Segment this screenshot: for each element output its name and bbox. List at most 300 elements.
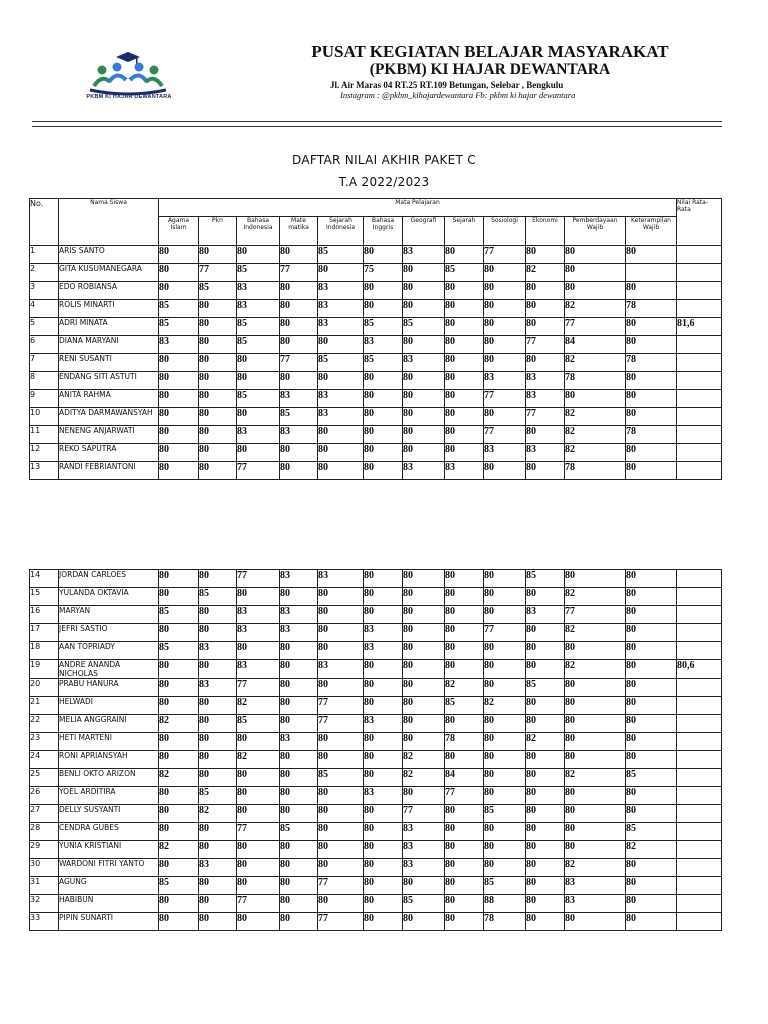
score-cell: 80 (364, 660, 403, 679)
score-cell: 80 (484, 769, 526, 787)
row-number: 25 (30, 769, 59, 787)
table-row (30, 300, 722, 318)
score-cell: 85 (159, 606, 199, 624)
score-cell: 83 (484, 372, 526, 390)
score-cell: 80 (484, 264, 526, 282)
score-cell: 80 (199, 841, 237, 859)
score-cell: 80 (199, 913, 237, 931)
score-cell: 85 (280, 408, 318, 426)
header-subject: Geografi (403, 217, 445, 246)
score-cell: 85 (237, 318, 280, 336)
score-cell: 80 (526, 877, 565, 895)
score-cell: 88 (484, 895, 526, 913)
score-cell: 83 (526, 606, 565, 624)
score-cell: 80 (199, 733, 237, 751)
score-cell: 80 (403, 264, 445, 282)
row-number: 10 (30, 408, 59, 426)
score-cell: 80 (403, 336, 445, 354)
score-cell: 82 (403, 769, 445, 787)
score-cell: 80 (199, 318, 237, 336)
score-cell: 83 (403, 246, 445, 264)
score-cell: 80 (526, 624, 565, 642)
score-cell: 82 (526, 733, 565, 751)
score-cell: 80 (484, 606, 526, 624)
table-row (30, 733, 722, 751)
score-cell: 85 (484, 805, 526, 823)
average-cell (677, 679, 722, 697)
score-cell: 80 (199, 895, 237, 913)
score-cell: 80 (159, 408, 199, 426)
student-name: JORDAN CARLOES (59, 570, 159, 588)
score-cell: 80 (237, 588, 280, 606)
average-cell (677, 877, 722, 895)
score-cell: 80 (159, 805, 199, 823)
score-cell: 80 (280, 751, 318, 769)
score-cell: 83 (237, 282, 280, 300)
table-row (30, 769, 722, 787)
score-cell: 80 (280, 444, 318, 462)
header-subject: Pemberdayaan Wajib (565, 217, 626, 246)
student-name: RONI APRIANSYAH (59, 751, 159, 769)
row-number: 33 (30, 913, 59, 931)
row-number: 23 (30, 733, 59, 751)
score-cell: 77 (280, 264, 318, 282)
score-cell: 80 (626, 679, 677, 697)
score-cell: 83 (318, 282, 364, 300)
header-no: No. (30, 199, 59, 246)
score-cell: 80 (626, 588, 677, 606)
score-cell: 80 (526, 282, 565, 300)
score-cell: 77 (280, 354, 318, 372)
row-number: 7 (30, 354, 59, 372)
score-cell: 80 (199, 570, 237, 588)
score-cell: 80 (364, 300, 403, 318)
score-cell: 80 (159, 588, 199, 606)
header-subject: Bahasa Indonesia (237, 217, 280, 246)
row-number: 24 (30, 751, 59, 769)
average-cell (677, 697, 722, 715)
student-name: WARDONI FITRI YANTO (59, 859, 159, 877)
row-number: 29 (30, 841, 59, 859)
score-cell: 80 (484, 859, 526, 877)
letterhead-divider (32, 121, 722, 122)
score-cell: 80 (526, 300, 565, 318)
score-cell: 80 (280, 697, 318, 715)
average-cell (677, 246, 722, 264)
score-cell: 80 (318, 679, 364, 697)
score-cell: 78 (626, 300, 677, 318)
average-cell (677, 733, 722, 751)
average-cell: 80,6 (677, 660, 722, 679)
score-cell: 80 (237, 733, 280, 751)
score-cell: 80 (159, 444, 199, 462)
header-subject: Mate matika (280, 217, 318, 246)
student-name: ANITA RAHMA (59, 390, 159, 408)
score-cell: 80 (565, 805, 626, 823)
score-cell: 80 (626, 624, 677, 642)
score-cell: 80 (445, 895, 484, 913)
score-cell: 80 (445, 751, 484, 769)
table-row (30, 426, 722, 444)
score-cell: 80 (237, 877, 280, 895)
score-cell: 85 (159, 642, 199, 660)
average-cell (677, 841, 722, 859)
score-cell: 80 (484, 642, 526, 660)
score-cell: 77 (403, 805, 445, 823)
score-cell: 80 (484, 733, 526, 751)
score-cell: 77 (318, 877, 364, 895)
score-cell: 80 (280, 715, 318, 733)
average-cell (677, 913, 722, 931)
score-cell: 80 (364, 859, 403, 877)
score-cell: 83 (364, 787, 403, 805)
score-cell: 85 (159, 300, 199, 318)
score-cell: 77 (237, 679, 280, 697)
row-number: 20 (30, 679, 59, 697)
score-cell: 80 (199, 697, 237, 715)
score-cell: 80 (445, 570, 484, 588)
table-row (30, 354, 722, 372)
table-row (30, 624, 722, 642)
score-cell: 77 (484, 426, 526, 444)
student-name: ANDRE ANANDA NICHOLAS (59, 660, 159, 679)
student-name: YULANDA OKTAVIA (59, 588, 159, 606)
score-cell: 80 (403, 877, 445, 895)
score-cell: 80 (318, 841, 364, 859)
score-cell: 80 (565, 913, 626, 931)
score-cell: 77 (237, 570, 280, 588)
score-cell: 82 (159, 841, 199, 859)
score-cell: 80 (484, 354, 526, 372)
score-cell: 80 (526, 588, 565, 606)
score-cell: 80 (159, 570, 199, 588)
table-row (30, 877, 722, 895)
score-cell: 80 (484, 660, 526, 679)
score-cell: 85 (445, 264, 484, 282)
score-cell: 80 (318, 372, 364, 390)
score-cell: 80 (445, 913, 484, 931)
score-cell: 80 (526, 859, 565, 877)
score-cell: 80 (484, 300, 526, 318)
institution-abbreviation: (PKBM) KI HAJAR DEWANTARA (369, 61, 611, 78)
student-name: HELWADI (59, 697, 159, 715)
average-cell (677, 624, 722, 642)
score-cell: 80 (626, 444, 677, 462)
average-cell (677, 859, 722, 877)
score-cell: 80 (565, 390, 626, 408)
table-row (30, 823, 722, 841)
grade-table-part-2 (29, 569, 722, 931)
table-row (30, 390, 722, 408)
score-cell: 80 (403, 642, 445, 660)
student-name: YUNIA KRISTIANI (59, 841, 159, 859)
score-cell: 80 (199, 823, 237, 841)
student-name: EDO ROBIANSA (59, 282, 159, 300)
average-cell (677, 282, 722, 300)
score-cell: 80 (364, 697, 403, 715)
score-cell: 83 (526, 372, 565, 390)
table-row (30, 895, 722, 913)
score-cell: 83 (159, 336, 199, 354)
score-cell: 80 (364, 372, 403, 390)
score-cell: 80 (626, 642, 677, 660)
score-cell: 80 (280, 300, 318, 318)
score-cell: 80 (445, 642, 484, 660)
score-cell: 77 (199, 264, 237, 282)
score-cell: 80 (364, 733, 403, 751)
score-cell: 77 (565, 606, 626, 624)
score-cell: 80 (237, 787, 280, 805)
score-cell: 80 (280, 246, 318, 264)
score-cell: 80 (280, 805, 318, 823)
row-number: 31 (30, 877, 59, 895)
score-cell: 80 (280, 318, 318, 336)
score-cell: 83 (280, 624, 318, 642)
student-name: RANDI FEBRIANTONI (59, 462, 159, 480)
row-number: 8 (30, 372, 59, 390)
score-cell: 82 (526, 264, 565, 282)
table-row (30, 462, 722, 480)
score-cell: 80 (484, 679, 526, 697)
student-name: GITA KUSUMANEGARA (59, 264, 159, 282)
score-cell: 85 (626, 823, 677, 841)
average-cell (677, 300, 722, 318)
score-cell: 80 (526, 246, 565, 264)
row-number: 5 (30, 318, 59, 336)
score-cell: 80 (159, 354, 199, 372)
score-cell: 80 (159, 264, 199, 282)
score-cell: 80 (526, 823, 565, 841)
score-cell: 80 (159, 246, 199, 264)
header-subject: Sejarah Indonesia (318, 217, 364, 246)
score-cell: 80 (318, 624, 364, 642)
score-cell: 83 (364, 624, 403, 642)
score-cell: 85 (159, 318, 199, 336)
score-cell: 80 (445, 877, 484, 895)
score-cell: 80 (445, 859, 484, 877)
score-cell: 80 (565, 282, 626, 300)
score-cell: 80 (626, 697, 677, 715)
score-cell: 82 (159, 769, 199, 787)
score-cell: 85 (445, 697, 484, 715)
score-cell: 75 (364, 264, 403, 282)
average-cell (677, 462, 722, 480)
score-cell: 80 (626, 895, 677, 913)
score-cell: 80 (484, 787, 526, 805)
score-cell: 82 (403, 751, 445, 769)
header-subject: Sejarah (445, 217, 484, 246)
score-cell: 80 (484, 282, 526, 300)
score-cell: 80 (565, 570, 626, 588)
score-cell: 85 (318, 769, 364, 787)
score-cell: 83 (280, 390, 318, 408)
score-cell: 80 (318, 895, 364, 913)
score-cell: 80 (403, 715, 445, 733)
score-cell: 80 (403, 300, 445, 318)
student-name: ROLIS MINARTI (59, 300, 159, 318)
score-cell: 83 (403, 462, 445, 480)
score-cell: 80 (280, 859, 318, 877)
grade-table-part-1 (29, 198, 722, 480)
score-cell: 80 (159, 390, 199, 408)
score-cell: 80 (484, 751, 526, 769)
score-cell: 80 (237, 354, 280, 372)
student-name: HETI MARTENI (59, 733, 159, 751)
score-cell: 80 (626, 606, 677, 624)
table-row (30, 318, 722, 336)
institution-social: Instagram : @pkbm_kihajardewantara Fb: pkbm ki hajar dewantara (340, 90, 576, 100)
score-cell: 80 (280, 895, 318, 913)
score-cell: 82 (565, 300, 626, 318)
score-cell: 80 (445, 805, 484, 823)
score-cell: 83 (237, 300, 280, 318)
average-cell (677, 264, 722, 282)
score-cell: 80 (280, 841, 318, 859)
score-cell: 85 (237, 264, 280, 282)
score-cell: 80 (403, 570, 445, 588)
score-cell: 80 (199, 372, 237, 390)
score-cell: 80 (484, 336, 526, 354)
table-row (30, 660, 722, 679)
row-number: 9 (30, 390, 59, 408)
score-cell: 80 (364, 588, 403, 606)
average-cell (677, 642, 722, 660)
score-cell: 80 (364, 282, 403, 300)
score-cell: 85 (364, 354, 403, 372)
score-cell: 83 (237, 660, 280, 679)
score-cell: 80 (626, 282, 677, 300)
row-number: 17 (30, 624, 59, 642)
score-cell: 80 (526, 787, 565, 805)
score-cell (626, 264, 677, 282)
score-cell: 80 (526, 913, 565, 931)
score-cell: 80 (280, 877, 318, 895)
score-cell: 80 (565, 733, 626, 751)
score-cell: 85 (280, 823, 318, 841)
score-cell: 82 (565, 426, 626, 444)
score-cell: 80 (403, 282, 445, 300)
score-cell: 77 (237, 895, 280, 913)
student-name: BENLI OKTO ARIZON (59, 769, 159, 787)
score-cell: 80 (159, 282, 199, 300)
score-cell: 80 (565, 246, 626, 264)
score-cell: 80 (364, 877, 403, 895)
score-cell: 77 (237, 823, 280, 841)
score-cell: 80 (626, 805, 677, 823)
score-cell: 85 (318, 354, 364, 372)
logo-caption: PKBM KI HAJAR DEWANTARA (86, 94, 172, 100)
score-cell: 80 (280, 787, 318, 805)
letterhead-divider (32, 126, 722, 127)
score-cell: 82 (237, 751, 280, 769)
score-cell: 80 (484, 841, 526, 859)
score-cell: 85 (199, 787, 237, 805)
row-number: 21 (30, 697, 59, 715)
score-cell: 80 (526, 895, 565, 913)
score-cell: 82 (626, 841, 677, 859)
score-cell: 77 (526, 408, 565, 426)
student-name: YOEL ARDITIRA (59, 787, 159, 805)
institution-address: Jl. Air Maras 04 RT.25 RT.109 Betungan, Selebar , Bengkulu (330, 80, 564, 90)
score-cell: 84 (565, 336, 626, 354)
row-number: 4 (30, 300, 59, 318)
table-row (30, 336, 722, 354)
score-cell: 80 (199, 606, 237, 624)
score-cell: 78 (626, 426, 677, 444)
score-cell: 82 (565, 588, 626, 606)
table-row (30, 570, 722, 588)
score-cell: 77 (526, 336, 565, 354)
table-row (30, 444, 722, 462)
score-cell: 80 (626, 877, 677, 895)
score-cell: 80 (565, 823, 626, 841)
score-cell: 80 (159, 624, 199, 642)
score-cell: 83 (199, 679, 237, 697)
header-student-name: Nama Siswa (59, 199, 159, 246)
table-row (30, 246, 722, 264)
average-cell (677, 390, 722, 408)
score-cell: 80 (364, 895, 403, 913)
score-cell: 80 (318, 805, 364, 823)
score-cell: 80 (626, 462, 677, 480)
score-cell: 80 (364, 841, 403, 859)
score-cell: 80 (445, 336, 484, 354)
score-cell: 77 (484, 246, 526, 264)
score-cell: 80 (199, 462, 237, 480)
score-cell: 80 (364, 408, 403, 426)
score-cell: 80 (526, 751, 565, 769)
score-cell: 80 (159, 859, 199, 877)
score-cell: 80 (565, 715, 626, 733)
score-cell: 85 (318, 246, 364, 264)
score-cell: 80 (445, 282, 484, 300)
student-name: ADITYA DARMAWANSYAH (59, 408, 159, 426)
average-cell (677, 426, 722, 444)
score-cell: 80 (403, 679, 445, 697)
row-number: 27 (30, 805, 59, 823)
student-name: PRABU HANURA (59, 679, 159, 697)
score-cell: 83 (280, 733, 318, 751)
score-cell: 77 (318, 697, 364, 715)
average-cell (677, 805, 722, 823)
average-cell (677, 444, 722, 462)
score-cell: 80 (199, 715, 237, 733)
table-row (30, 282, 722, 300)
table-row (30, 805, 722, 823)
student-name: HABIBUN (59, 895, 159, 913)
table-row (30, 913, 722, 931)
header-average: Nilai Rata-Rata (677, 199, 722, 246)
score-cell: 80 (159, 913, 199, 931)
score-cell: 80 (403, 660, 445, 679)
score-cell: 80 (318, 642, 364, 660)
score-cell: 80 (445, 588, 484, 606)
score-cell: 80 (280, 679, 318, 697)
score-cell: 80 (484, 715, 526, 733)
score-cell: 83 (199, 859, 237, 877)
student-name: MARYAN (59, 606, 159, 624)
score-cell: 80 (403, 733, 445, 751)
score-cell: 80 (445, 390, 484, 408)
average-cell (677, 715, 722, 733)
row-number: 13 (30, 462, 59, 480)
student-name: MELIA ANGGRAINI (59, 715, 159, 733)
score-cell: 80 (445, 300, 484, 318)
score-cell: 83 (403, 354, 445, 372)
score-cell: 80 (280, 336, 318, 354)
score-cell: 80 (526, 642, 565, 660)
student-name: DELLY SUSYANTI (59, 805, 159, 823)
